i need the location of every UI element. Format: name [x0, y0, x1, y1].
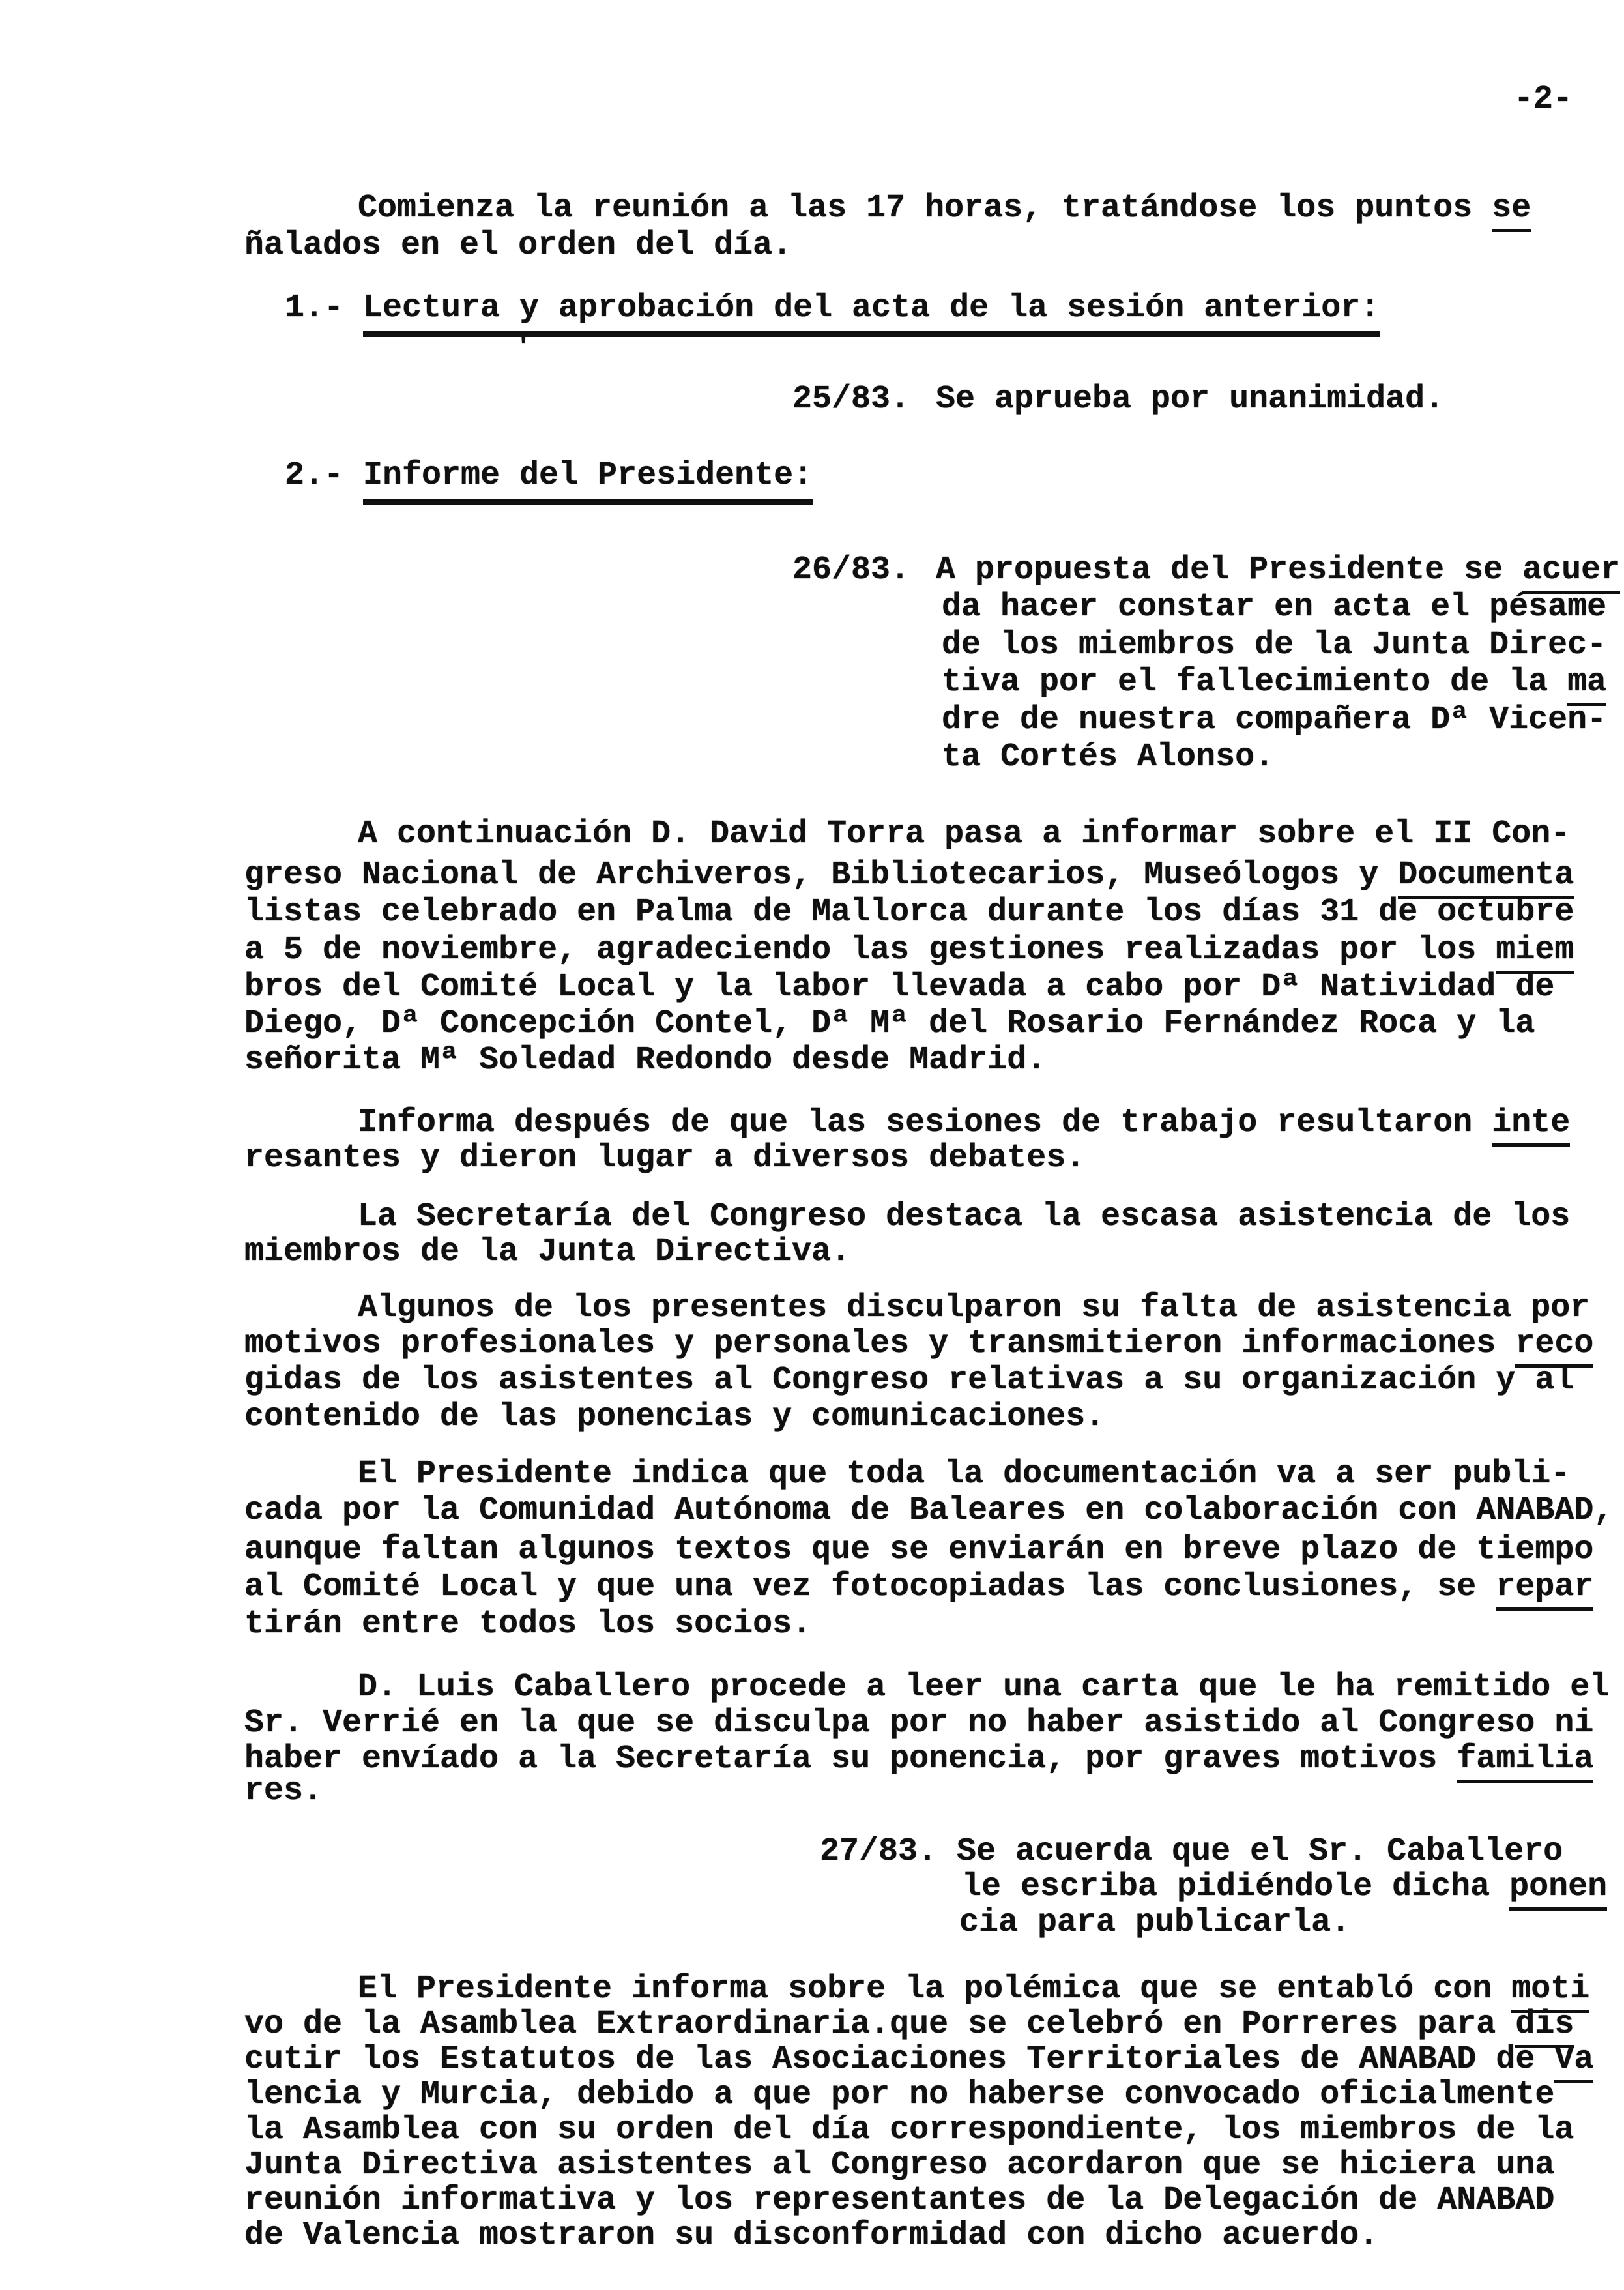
page-number: -2- — [1514, 81, 1573, 118]
informa-line-2: resantes y dieron lugar a diversos debates. — [244, 1139, 1086, 1177]
resolution-27-line-2-continuation: ponen — [1509, 1868, 1607, 1911]
resolution-26-line-1-continuation: acuer — [1522, 551, 1620, 594]
algunos-line-3: gidas de los asistentes al Congreso relativas a su organización y al — [244, 1362, 1574, 1399]
item2-heading-text: Informe del Presidente: — [363, 457, 813, 505]
resolution-27-line-3: cia para publicarla. — [959, 1904, 1351, 1941]
indica-line-4-continuation: repar — [1496, 1568, 1593, 1611]
resolution-26-line-3: de los miembros de la Junta Direc- — [942, 626, 1607, 664]
polemica-line-5: la Asamblea con su orden del día correspondiente, los miembros de la — [244, 2111, 1574, 2149]
indica-line-4 — [244, 1568, 1594, 1606]
polemica-line-3-continuation: Va — [1554, 2041, 1593, 2083]
congreso-line-1: A continuación D. David Torra pasa a informar sobre el II Con- — [358, 815, 1571, 853]
resolution-27-line-1: Se acuerda que el Sr. Caballero — [957, 1833, 1563, 1870]
caballero-line-3 — [244, 1740, 1594, 1778]
polemica-line-4: lencia y Murcia, debido a que por no haberse convocado oficialmente — [244, 2076, 1555, 2113]
polemica-line-7: reunión informativa y los representantes de la Delegación de ANABAD — [244, 2182, 1555, 2219]
indica-line-5: tirán entre todos los socios. — [244, 1606, 812, 1643]
congreso-line-2-text: greso Nacional de Archiveros, Bibliotecarios, Museólogos y — [244, 857, 1399, 894]
resolution-26-line-2: da hacer constar en acta el pésame — [942, 589, 1607, 626]
item1-heading — [363, 289, 1380, 327]
polemica-line-1-continuation: moti — [1511, 1971, 1589, 2013]
intro-line-1 — [358, 192, 1531, 225]
resolution-26-line-4-continuation: ma — [1567, 664, 1606, 706]
resolution-26-line-4 — [942, 666, 1606, 699]
resolution-26-line-5: dre de nuestra compañera Dª Vicen- — [942, 701, 1607, 739]
caballero-line-1: D. Luis Caballero procede a leer una carta que le ha remitido el — [358, 1669, 1610, 1706]
algunos-line-2-text: motivos profesionales y personales y transmitieron informaciones — [244, 1325, 1516, 1362]
indica-line-1: El Presidente indica que toda la documentación va a ser publi- — [358, 1456, 1571, 1493]
polemica-line-1 — [358, 1973, 1589, 2006]
congreso-line-5: bros del Comité Local y la labor llevada a cabo por Dª Natividad de — [244, 969, 1555, 1006]
caballero-line-3-continuation: familia — [1457, 1740, 1593, 1783]
algunos-line-2-continuation: reco — [1515, 1325, 1593, 1368]
congreso-line-7: señorita Mª Soledad Redondo desde Madrid. — [244, 1042, 1047, 1079]
resolution-27-number: 27/83. — [820, 1833, 938, 1870]
item1-number: 1.- — [285, 289, 344, 327]
algunos-line-4: contenido de las ponencias y comunicaciones. — [244, 1398, 1105, 1435]
intro-line-1-text: Comienza la reunión a las 17 horas, tratándose los puntos — [358, 190, 1492, 227]
resolution-27-line-2-text: le escriba pidiéndole dicha — [962, 1868, 1510, 1905]
resolution-27-line-2 — [962, 1868, 1608, 1905]
resolution-26-line-4-text: tiva por el fallecimiento de la — [942, 664, 1568, 701]
polemica-line-8: de Valencia mostraron su disconformidad con dicho acuerdo. — [244, 2217, 1379, 2254]
polemica-line-2 — [244, 2008, 1574, 2041]
polemica-line-2-text: vo de la Asamblea Extraordinaria.que se celebró en Porreres para — [244, 2006, 1516, 2043]
indica-line-2: cada por la Comunidad Autónoma de Baleares en colaboración con ANABAD, — [244, 1492, 1614, 1529]
caballero-line-4: res. — [244, 1772, 323, 1810]
congreso-line-4-text: a 5 de noviembre, agradeciendo las gestiones realizadas por los — [244, 932, 1496, 969]
congreso-line-3: listas celebrado en Palma de Mallorca durante los días 31 de octubre — [244, 894, 1574, 931]
algunos-line-1: Algunos de los presentes disculparon su falta de asistencia por — [358, 1289, 1590, 1327]
congreso-line-2 — [244, 859, 1574, 892]
algunos-line-2 — [244, 1325, 1594, 1362]
congreso-line-4-continuation: miem — [1496, 932, 1574, 974]
polemica-line-3-text: cutir los Estatutos de las Asociaciones Territoriales de ANABAD de — [244, 2041, 1555, 2078]
resolution-26-line-1 — [936, 551, 1621, 589]
intro-line-1-continuation: se — [1492, 190, 1531, 232]
congreso-line-4 — [244, 934, 1574, 967]
resolution-26-number: 26/83. — [792, 551, 910, 589]
informa-line-1-continuation: inte — [1492, 1104, 1570, 1147]
caballero-line-3-text: haber envíado a la Secretaría su ponencia, por graves motivos — [244, 1740, 1457, 1778]
polemica-line-6: Junta Directiva asistentes al Congreso acordaron que se hiciera una — [244, 2147, 1555, 2184]
secretaria-line-1: La Secretaría del Congreso destaca la escasa asistencia de los — [358, 1198, 1571, 1235]
indica-line-3: aunque faltan algunos textos que se enviarán en breve plazo de tiempo — [244, 1531, 1594, 1568]
polemica-line-2-continuation: dis — [1515, 2006, 1574, 2048]
polemica-line-3 — [244, 2041, 1594, 2078]
secretaria-line-2: miembros de la Junta Directiva. — [244, 1233, 851, 1270]
intro-line-2: ñalados en el orden del día. — [244, 227, 792, 264]
caballero-line-2: Sr. Verrié en la que se disculpa por no haber asistido al Congreso ni — [244, 1705, 1594, 1742]
resolution-25-text: Se aprueba por unanimidad. — [936, 381, 1445, 418]
item2-number: 2.- — [285, 457, 344, 494]
resolution-25-number: 25/83. — [792, 381, 910, 418]
informa-line-1 — [358, 1104, 1571, 1141]
item1-heading-text: Lectura y aprobación del acta de la sesión anterior: — [363, 289, 1380, 337]
indica-line-4-text: al Comité Local y que una vez fotocopiadas las conclusiones, se — [244, 1568, 1496, 1606]
polemica-line-1-text: El Presidente informa sobre la polémica que se entabló con — [358, 1971, 1512, 2008]
informa-line-1-text: Informa después de que las sesiones de trabajo resultaron — [358, 1104, 1492, 1141]
resolution-26-line-6: ta Cortés Alonso. — [942, 739, 1275, 776]
stray-mark: ' — [515, 331, 532, 364]
congreso-line-6: Diego, Dª Concepción Contel, Dª Mª del Rosario Fernández Roca y la — [244, 1005, 1535, 1042]
item2-heading — [363, 457, 813, 494]
congreso-line-2-continuation: Documenta — [1398, 857, 1574, 899]
resolution-26-line-1-text: A propuesta del Presidente se — [936, 551, 1523, 589]
